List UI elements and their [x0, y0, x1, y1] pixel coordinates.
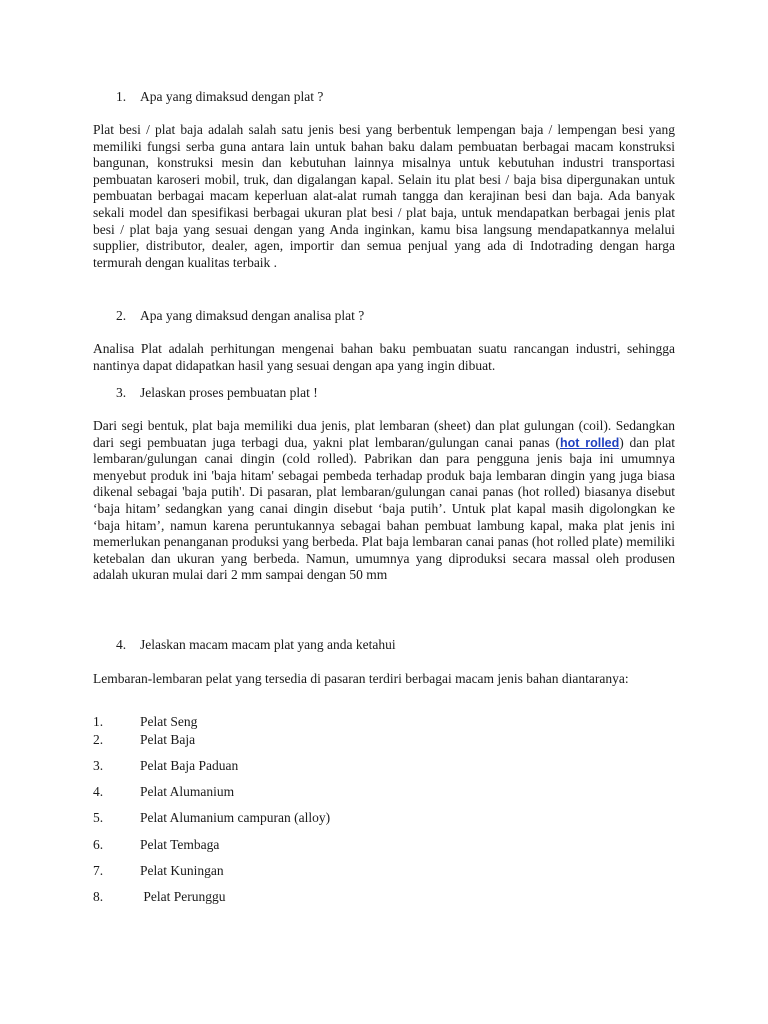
question-4 [116, 636, 396, 653]
question-2-number: 2. [116, 308, 127, 323]
answer-3-paragraph [93, 418, 675, 584]
question-3 [116, 384, 318, 401]
hot-rolled-link[interactable]: hot rolled [559, 435, 620, 450]
list-item: 6. Pelat Tembaga [93, 837, 220, 852]
answer-3-text-before: Dari segi bentuk, plat baja memiliki dua jenis, plat lembaran (sheet) dan plat gulungan (coil). Sedangkan dari segi pembuatan juga terbagi dua, yakni plat lembaran/gulungan canai panas ( [93, 418, 675, 450]
list-item: 3. Pelat Baja Paduan [93, 758, 239, 773]
list-item: 4. Pelat Alumanium [93, 784, 235, 799]
list-item: 5. Pelat Alumanium campuran (alloy) [93, 810, 331, 825]
list-item: 1. Pelat Seng [93, 714, 198, 729]
list-item: 2. Pelat Baja [93, 732, 196, 747]
question-2-text: Apa yang dimaksud dengan analisa plat ? [140, 308, 365, 323]
answer-3-text-after: ) dan plat lembaran/gulungan canai dingin (cold rolled). Pabrikan dan para pengguna jenis baja ini umumnya menyebut produk ini 'baja hitam' sebagai pembeda terhadap produk baja lembaran dingin yang juga biasa dikenal sebagai 'baja putih'. Di pasaran, plat lembaran/gulungan canai panas (hot rolled) biasanya disebut ‘baja hitam’ sedangkan yang canai dingin disebut ‘baja putih’. Untuk plat kapal masih digolongkan ke ‘baja hitam’, namun karena peruntukannya sebagai bahan pembuat lambung kapal, maka plat jenis ini memerlukan penanganan produksi yang berbeda. Plat baja lembaran canai panas (hot rolled plate) memiliki ketebalan dan ukuran yang berbeda. Namun, umumnya yang diproduksi secara massal oleh produsen adalah ukuran mulai dari 2 mm sampai dengan 50 mm [93, 434, 675, 583]
question-1 [116, 88, 323, 105]
question-4-text: Jelaskan macam macam plat yang anda ketahui [140, 637, 396, 652]
question-4-number: 4. [116, 637, 127, 652]
answer-4-paragraph: Lembaran-lembaran pelat yang tersedia di pasaran terdiri berbagai macam jenis bahan diantaranya: [93, 671, 629, 686]
question-1-text: Apa yang dimaksud dengan plat ? [140, 89, 324, 104]
list-item: 8. Pelat Perunggu [93, 889, 226, 904]
answer-1-paragraph: Plat besi / plat baja adalah salah satu jenis besi yang berbentuk lempengan baja / lempengan besi yang memiliki fungsi serba guna antara lain untuk bahan baku dalam pembuatan berbagai macam konstruksi bangunan, konstruksi mesin dan kebutuhan lainnya misalnya untuk kebutuhan industri transportasi pembuatan karoseri mobil, truk, dan digalangan kapal. Selain itu plat besi / baja bisa dipergunakan untuk pembuatan berbagai macam keperluan alat-alat rumah tangga dan kerajinan besi dan baja. Ada banyak sekali model dan spesifikasi berbagai ukuran plat besi / plat baja, untuk mendapatkan berbagai jenis plat besi / plat baja yang sesuai dengan yang Anda inginkan, kamu bisa langsung mendapatkannya melalui supplier, distributor, dealer, agen, importir dan semua penjual yang ada di Indotrading dengan harga termurah dengan kualitas terbaik . [93, 122, 675, 270]
question-3-text: Jelaskan proses pembuatan plat ! [140, 385, 318, 400]
question-3-number: 3. [116, 385, 127, 400]
answer-2-paragraph: Analisa Plat adalah perhitungan mengenai bahan baku pembuatan suatu rancangan industri, sehingga nantinya dapat didapatkan hasil yang sesuai dengan apa yang ingin dibuat. [93, 341, 675, 373]
question-2 [116, 307, 364, 324]
list-item: 7. Pelat Kuningan [93, 863, 224, 878]
question-1-number: 1. [116, 89, 127, 104]
